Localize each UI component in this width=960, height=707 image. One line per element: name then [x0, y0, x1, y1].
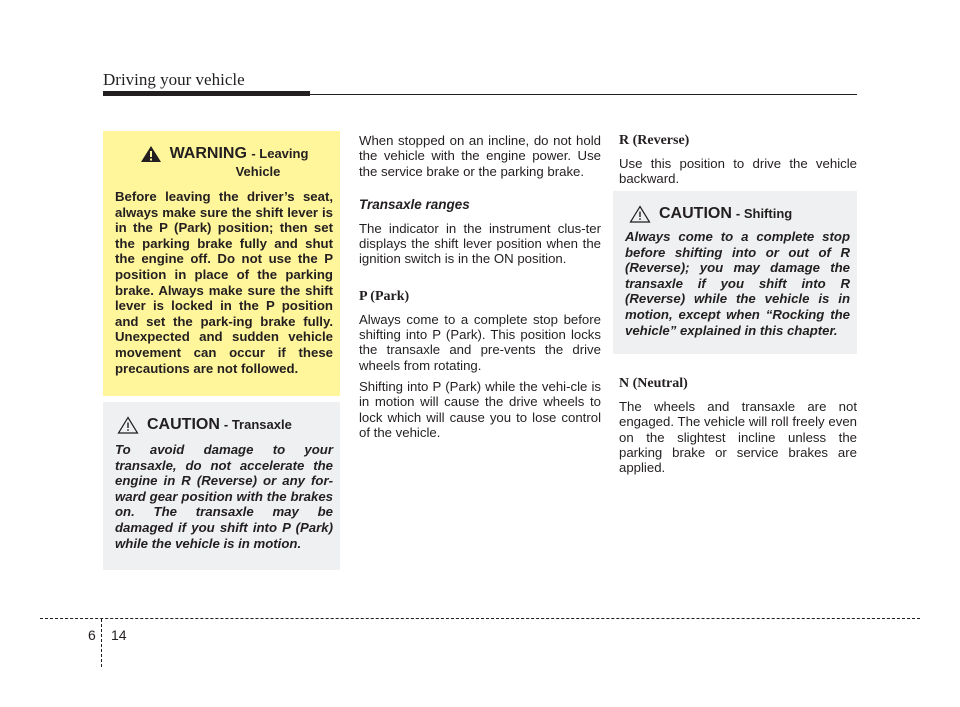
- page-header-title: Driving your vehicle: [103, 70, 245, 89]
- warning-box: [103, 131, 340, 396]
- middle-column: [359, 133, 601, 450]
- neutral-paragraph: The wheels and transaxle are not engaged. The vehicle will roll freely even on the slightest incline unless the parking brake or service brakes are applied.: [619, 399, 857, 476]
- neutral-section: [619, 376, 857, 485]
- caution-outline-triangle-icon: [629, 205, 651, 223]
- footer-dashed-rule: [40, 618, 920, 619]
- caution-transaxle-body: To avoid damage to your transaxle, do not accelerate the engine in R (Reverse) or any for-ward gear position with the brakes on. The transaxle may be damaged if you shift into P (Park) while the vehicle is in motion.: [115, 442, 333, 551]
- right-column: [619, 133, 857, 197]
- park-heading: P (Park): [359, 288, 410, 304]
- reverse-paragraph: Use this position to drive the vehicle backward.: [619, 156, 857, 187]
- caution-shifting-header: [625, 205, 850, 223]
- warning-filled-triangle-icon: [140, 145, 162, 163]
- warning-heading: [170, 145, 309, 181]
- chapter-number: 6: [88, 627, 96, 643]
- caution-transaxle-header: [115, 416, 333, 434]
- header-rule: [103, 94, 857, 95]
- caution-shifting-subtitle: - Shifting: [735, 206, 793, 221]
- footer-dashed-divider: [101, 619, 102, 667]
- park-paragraph-2: Shifting into P (Park) while the vehi-cle is in motion will cause the drive wheels to lock which will cause you to lose control of the vehicle.: [359, 378, 601, 440]
- caution-shifting-box: [613, 191, 857, 354]
- caution-shifting-title: CAUTION: [659, 205, 732, 222]
- warning-subtitle-line1: - Leaving: [251, 146, 309, 161]
- caution-transaxle-title: CAUTION: [147, 416, 220, 433]
- caution-transaxle-box: [103, 402, 340, 570]
- page-number: 14: [111, 627, 127, 643]
- reverse-heading: R (Reverse): [619, 133, 690, 148]
- warning-title: WARNING: [169, 145, 247, 162]
- warning-body: Before leaving the driver’s seat, always make sure the shift lever is in the P (Park) position; then set the parking brake fully and shut the engine off. Do not use the P position in place of the parking brake. Always make sure the shift lever is locked in the P position and set the park-ing brake fully. Unexpected and sudden vehicle movement can occur if these precautions are not followed.: [115, 189, 333, 376]
- neutral-heading: N (Neutral): [619, 376, 688, 391]
- incline-paragraph: When stopped on an incline, do not hold the vehicle with the engine power. Use the service brake or the parking brake.: [359, 133, 601, 179]
- transaxle-ranges-paragraph: The indicator in the instrument clus-ter displays the shift lever position when the ignition switch is in the ON position.: [359, 220, 601, 267]
- caution-shifting-body: Always come to a complete stop before shifting into or out of R (Reverse); you may damage the transaxle if you shift into R (Reverse) while the vehicle is in motion, except when “Rocking the vehicle” explained in this chapter.: [625, 229, 850, 338]
- warning-header: [115, 145, 333, 181]
- warning-subtitle-line2: Vehicle: [235, 164, 281, 179]
- park-paragraph-1: Always come to a complete stop before shifting into P (Park). This position locks the transaxle and pre-vents the drive wheels from rotating.: [359, 311, 601, 373]
- caution-transaxle-subtitle: - Transaxle: [223, 417, 292, 432]
- transaxle-ranges-heading: Transaxle ranges: [359, 196, 470, 212]
- caution-outline-triangle-icon: [117, 416, 139, 434]
